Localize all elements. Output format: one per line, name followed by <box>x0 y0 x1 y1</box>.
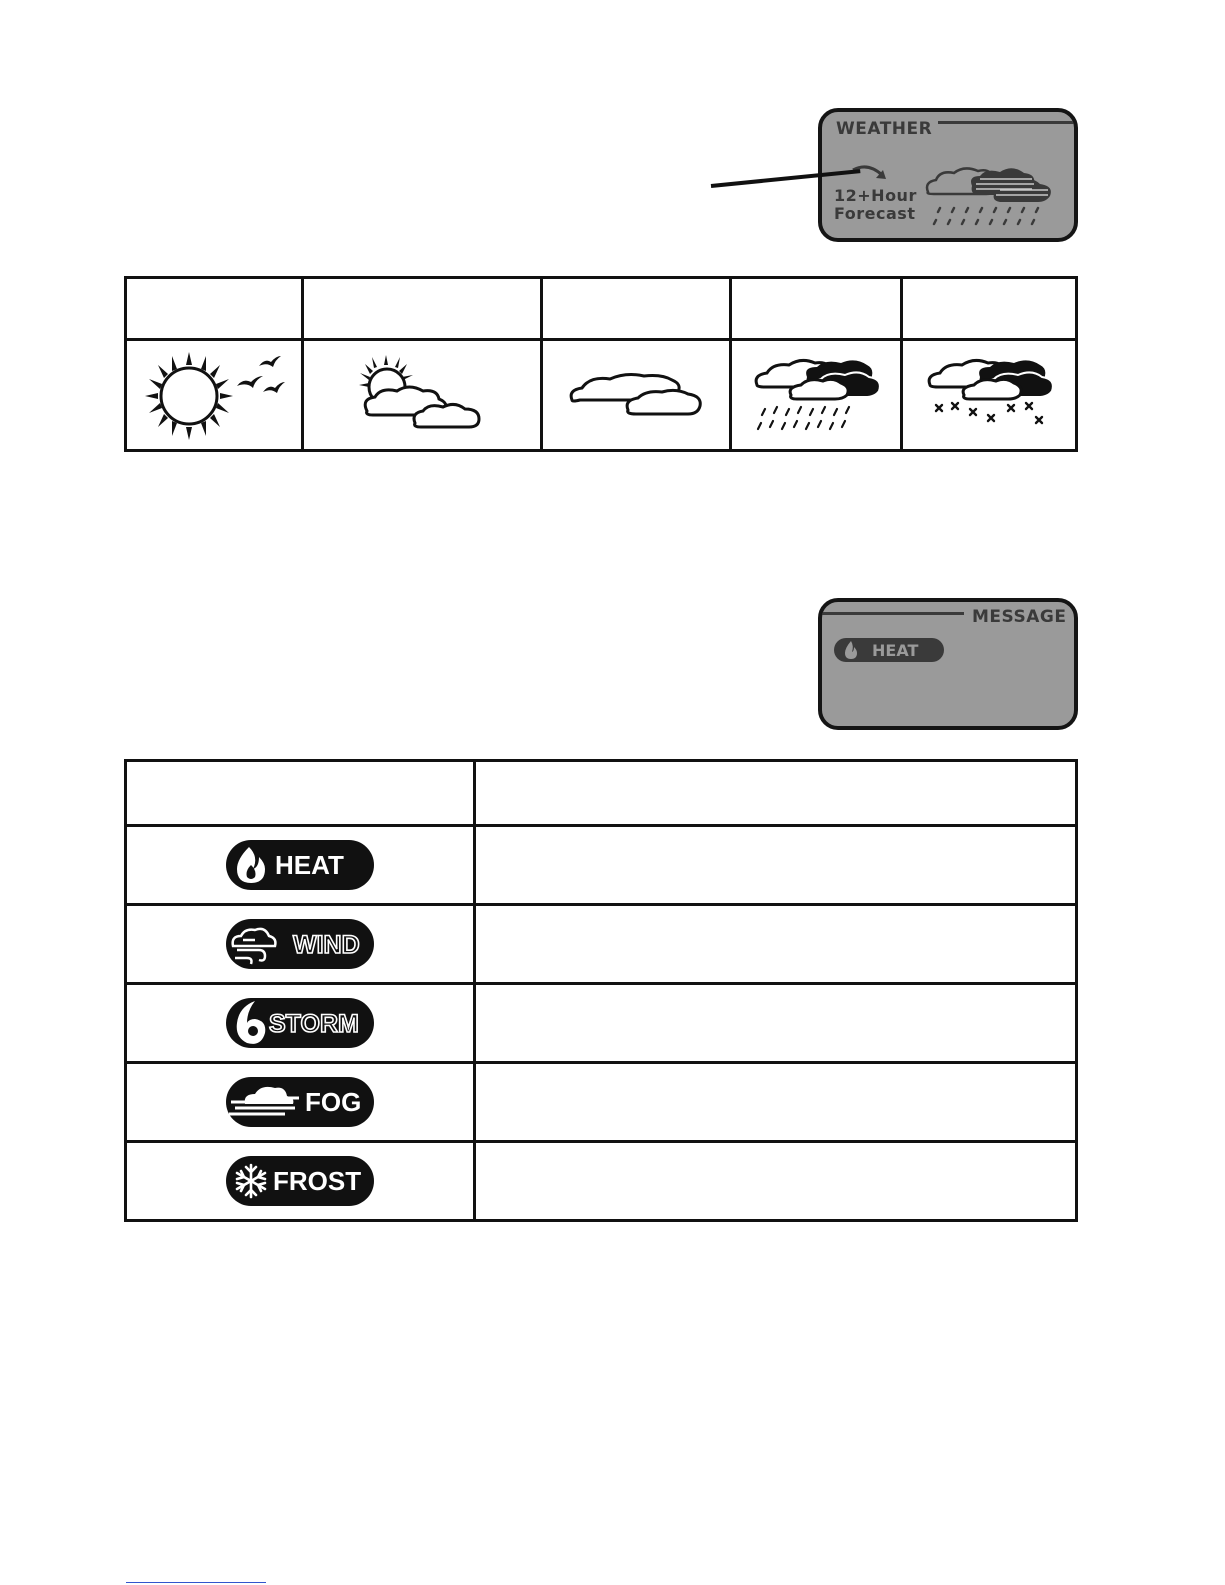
message-description-cell <box>475 905 1077 984</box>
storm-tag-label: STORM <box>269 1010 359 1038</box>
forecast-arrow-icon <box>850 162 890 186</box>
frost-tag <box>225 1155 375 1207</box>
message-tag-cell <box>126 1142 475 1221</box>
forecast-label-line1: 12+Hour <box>834 186 917 205</box>
forecast-header-cell <box>126 278 303 340</box>
forecast-icon-row <box>126 340 1077 451</box>
message-row-wind <box>126 905 1077 984</box>
forecast-header-cell <box>902 278 1077 340</box>
forecast-icon-cell <box>126 340 303 451</box>
footer-rule <box>126 1582 266 1583</box>
message-tag-cell <box>126 984 475 1063</box>
weather-lcd-rule <box>938 121 1078 124</box>
message-header-row <box>126 761 1077 826</box>
message-description-cell <box>475 1063 1077 1142</box>
message-tag-cell <box>126 1063 475 1142</box>
snow-icon <box>924 355 1054 435</box>
forecast-header-cell <box>303 278 542 340</box>
forecast-icon-table <box>124 276 1078 452</box>
lcd-heat-tag <box>834 638 944 662</box>
message-row-frost <box>126 1142 1077 1221</box>
message-lcd-panel <box>818 598 1078 730</box>
storm-tag <box>225 997 375 1049</box>
forecast-header-cell <box>731 278 902 340</box>
message-row-fog <box>126 1063 1077 1142</box>
flame-icon <box>842 640 860 660</box>
frost-tag-label: FROST <box>273 1166 362 1196</box>
message-header-cell <box>475 761 1077 826</box>
fog-tag-label: FOG <box>305 1087 362 1117</box>
sunny-icon <box>139 350 289 440</box>
message-lcd-title: MESSAGE <box>972 607 1067 627</box>
forecast-icon-cell <box>902 340 1077 451</box>
cloudy-icon <box>566 370 706 420</box>
forecast-icon-cell <box>731 340 902 451</box>
forecast-icon-cell <box>303 340 542 451</box>
wind-tag <box>225 918 375 970</box>
forecast-icon-cell <box>542 340 731 451</box>
message-description-cell <box>475 1142 1077 1221</box>
message-tag-cell <box>126 905 475 984</box>
message-lcd-rule <box>822 612 964 615</box>
heat-tag-label: HEAT <box>275 850 344 880</box>
forecast-header-cell <box>542 278 731 340</box>
heat-tag <box>225 839 375 891</box>
fog-tag <box>225 1076 375 1128</box>
lcd-heat-label: HEAT <box>872 641 919 660</box>
message-tag-table <box>124 759 1078 1222</box>
forecast-header-row <box>126 278 1077 340</box>
lcd-rain-icon <box>920 164 1060 234</box>
message-description-cell <box>475 984 1077 1063</box>
message-header-cell <box>126 761 475 826</box>
message-row-storm <box>126 984 1077 1063</box>
wind-tag-label: WIND <box>293 931 360 959</box>
message-tag-cell <box>126 826 475 905</box>
weather-lcd-title: WEATHER <box>836 119 933 139</box>
message-row-heat <box>126 826 1077 905</box>
rain-icon <box>751 355 881 435</box>
message-description-cell <box>475 826 1077 905</box>
weather-lcd-panel <box>818 108 1078 242</box>
forecast-label-line2: Forecast <box>834 204 916 223</box>
partly-cloudy-icon <box>357 353 487 437</box>
